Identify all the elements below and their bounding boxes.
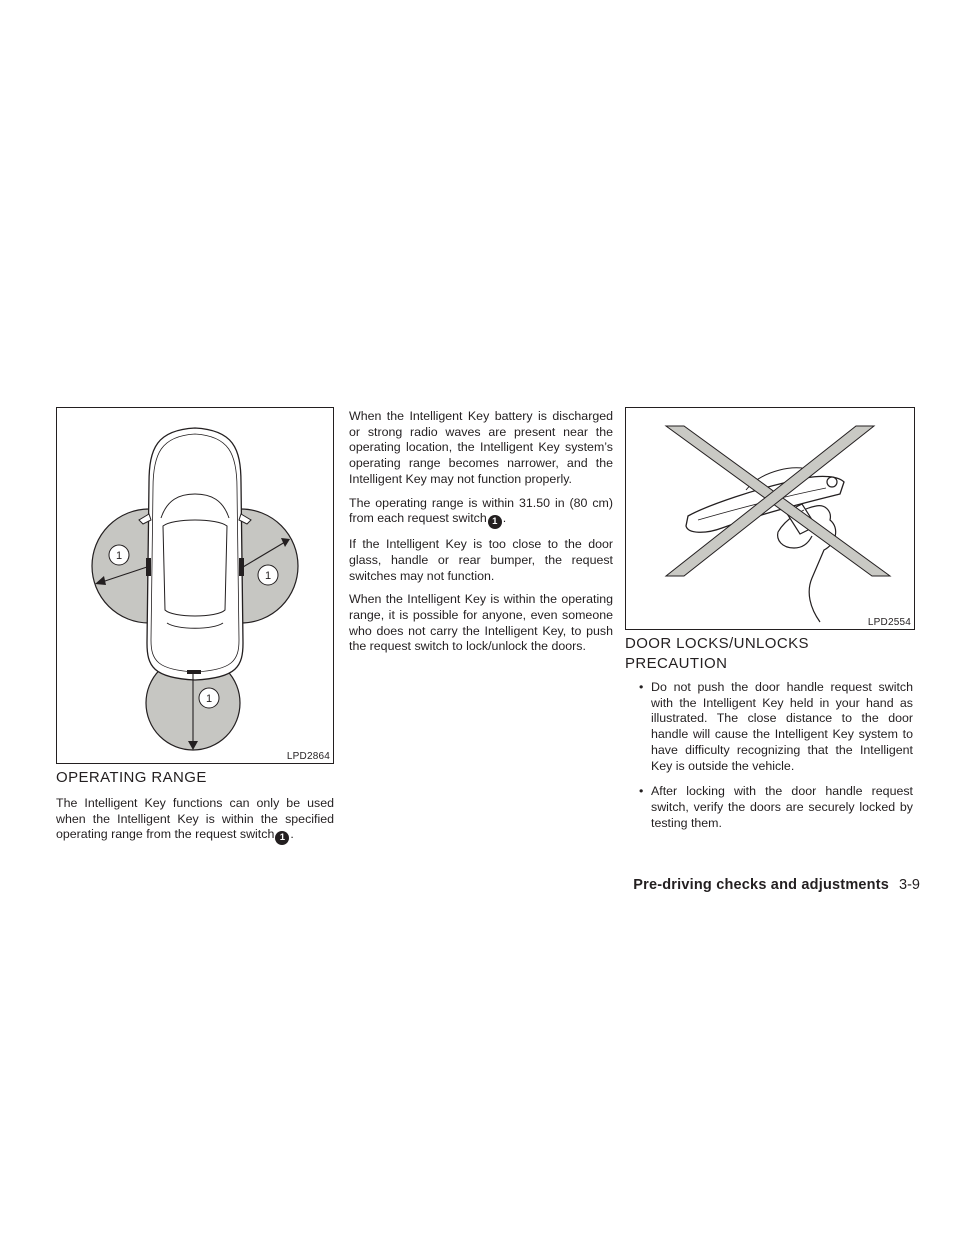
precaution-list (635, 680, 913, 831)
section-title: Pre-driving checks and adjustments (633, 877, 890, 893)
operating-range-text (56, 796, 334, 853)
door-handle-figure (625, 407, 915, 630)
figure-code: LPD2864 (286, 751, 330, 762)
range-distance-paragraph: The operating range is within 31.50 in (80 cm) from each request switch 1 . (349, 495, 613, 528)
page-footer (633, 877, 920, 893)
operating-range-illustration (57, 408, 333, 763)
callout-right: 1 (264, 570, 272, 582)
operating-range-paragraph: The Intelligent Key functions can only be used when the Intelligent Key is within the specified operating range from the request switch 1 . (56, 796, 334, 844)
operating-range-figure (56, 407, 334, 764)
callout-1-badge: 1 (275, 831, 289, 845)
page-number: 3-9 (899, 877, 920, 893)
callout-rear: 1 (205, 693, 213, 705)
middle-column (349, 409, 613, 663)
operating-range-heading: OPERATING RANGE (56, 769, 207, 786)
door-handle-illustration (626, 408, 914, 629)
callout-left: 1 (115, 550, 123, 562)
battery-paragraph: When the Intelligent Key battery is discharged or strong radio waves are present near the operating location, the Intelligent Key system’s operating range becomes narrower, and the Intelligent Key may not function properly. (349, 409, 613, 486)
list-item: • After locking with the door handle request switch, verify the doors are securely locked by testing them. (639, 784, 913, 830)
anyone-paragraph: When the Intelligent Key is within the operating range, it is possible for anyone, even someone who does not carry the Intelligent Key, to push the request switch to lock/unlock the doors. (349, 592, 613, 654)
figure-code: LPD2554 (867, 617, 911, 628)
callout-1-badge: 1 (488, 515, 502, 529)
door-locks-text (635, 680, 913, 841)
request-switch (827, 477, 837, 487)
list-item: • Do not push the door handle request switch with the Intelligent Key held in your hand as illustrated. The close distance to the door handle will cause the Intelligent Key system to have difficulty recognizing that the Intelligent Key is outside the vehicle. (639, 680, 913, 773)
door-locks-heading: DOOR LOCKS/UNLOCKS PRECAUTION (625, 635, 809, 672)
rear-request-switch (187, 670, 201, 674)
too-close-paragraph: If the Intelligent Key is too close to the door glass, handle or rear bumper, the request switches may not function. (349, 537, 613, 583)
